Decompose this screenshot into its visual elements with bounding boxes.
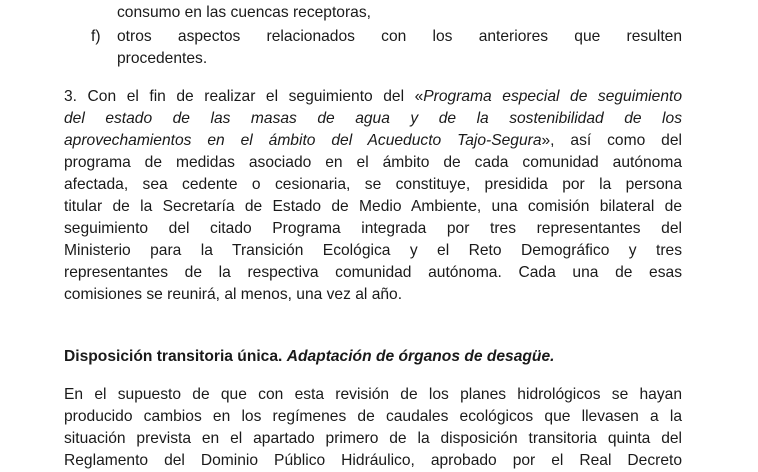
paragraph-3-line-1-italic: Programa especial de seguimiento	[423, 88, 682, 105]
list-item-f-line2: procedentes.	[117, 50, 208, 67]
final-paragraph-line-4: Reglamento del Dominio Público Hidráulico, aprobado por el Real Decreto	[64, 452, 682, 469]
section-heading	[64, 346, 554, 368]
section-heading-title: Disposición transitoria única.	[64, 348, 283, 365]
final-paragraph-line-1: En el supuesto de que con esta revisión de los planes hidrológicos se hayan	[64, 386, 682, 403]
paragraph-3-line-4: programa de medidas asociado en el ámbito de cada comunidad autónoma	[64, 154, 682, 171]
paragraph-3-line-9: representantes de la respectiva comunidad autónoma. Cada una de esas	[64, 264, 682, 281]
paragraph-3-line-8: Ministerio para la Transición Ecológica y el Reto Demográfico y tres	[64, 242, 682, 259]
final-paragraph-line-2: producido cambios en los regímenes de caudales ecológicos que llevasen a la	[64, 408, 682, 425]
final-paragraph-line-3: situación prevista en el apartado primero de la disposición transitoria quinta del	[64, 430, 682, 447]
paragraph-3-line-3-italic: aprovechamientos en el ámbito del Acueducto Tajo-Segura	[64, 132, 542, 149]
paragraph-3-line-7: seguimiento del citado Programa integrada por tres representantes del	[64, 220, 682, 237]
paragraph-3-line-2	[64, 108, 682, 130]
paragraph-3-line-6: titular de la Secretaría de Estado de Medio Ambiente, una comisión bilateral de	[64, 198, 682, 215]
list-item-f-line1: otros aspectos relacionados con los anteriores que resulten	[117, 28, 682, 45]
paragraph-3-line-3	[64, 130, 682, 152]
paragraph-3-line-10: comisiones se reunirá, al menos, una vez al año.	[64, 286, 403, 303]
paragraph-3-line-2-italic: del estado de las masas de agua y de la sostenibilidad de los	[64, 110, 682, 127]
list-item-e-tail: consumo en las cuencas receptoras,	[117, 4, 371, 21]
section-heading-subtitle: Adaptación de órganos de desagüe.	[286, 348, 555, 365]
paragraph-3-line-1-normal: 3. Con el fin de realizar el seguimiento del «	[64, 88, 424, 105]
list-marker-f: f)	[91, 28, 101, 45]
paragraph-3-line-3-normal: », así como del	[541, 132, 682, 149]
paragraph-3-line-1	[64, 86, 682, 108]
paragraph-3-line-5: afectada, sea cedente o cesionaria, se constituye, presidida por la persona	[64, 176, 682, 193]
